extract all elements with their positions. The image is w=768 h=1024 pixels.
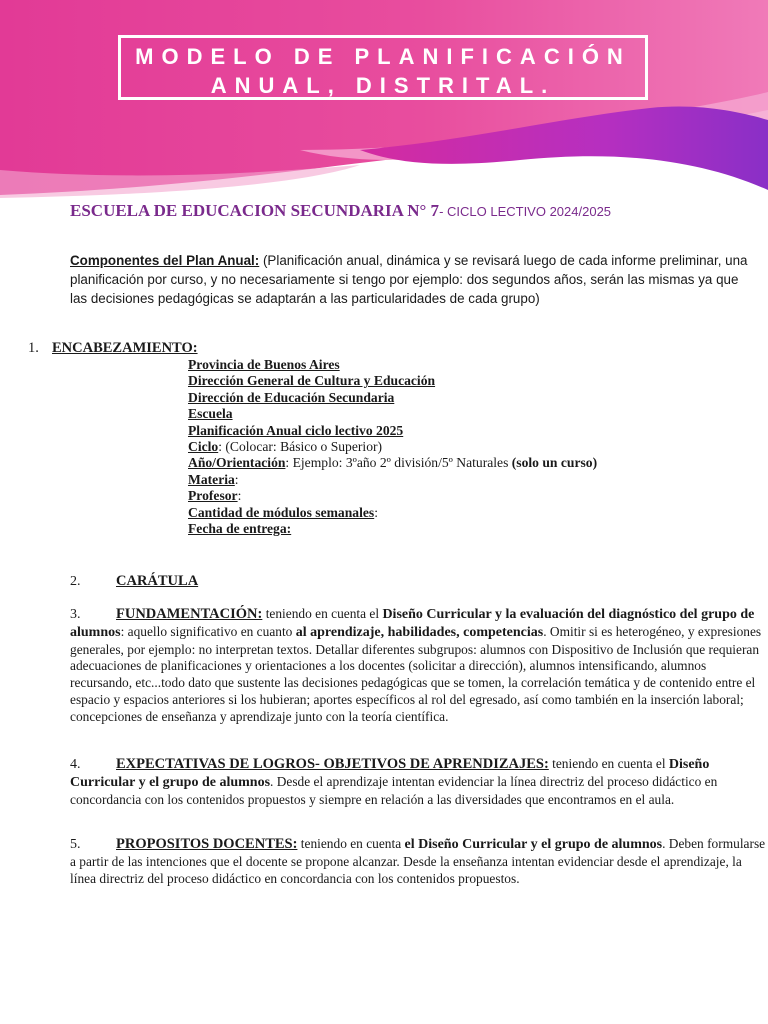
field-materia-value: : (234, 471, 239, 487)
field-planificacion (188, 423, 597, 439)
field-profesor-value: : (237, 488, 242, 504)
field-anio-note: (solo un curso) (511, 455, 598, 471)
field-modulos (188, 505, 597, 521)
field-escuela-label: Escuela (188, 406, 233, 422)
field-fecha-label: Fecha de entrega: (188, 521, 292, 537)
field-provincia-label: Provincia de Buenos Aires (188, 357, 340, 372)
section-number: 3. (70, 607, 81, 622)
section-emphasis: al aprendizaje, habilidades, competencias (295, 624, 544, 640)
header-fields-list (188, 357, 597, 537)
field-provincia (188, 357, 597, 373)
field-direccion-secundaria-label: Dirección de Educación Secundaria (188, 389, 395, 405)
field-escuela (188, 406, 597, 422)
section-number: 2. (70, 574, 81, 589)
section-text: teniendo en cuenta el (548, 756, 669, 771)
section-text: . Deben formularse a partir de las intenciones que el docente se propone alcanzar. Desde la enseñanza intentan evidenciar desde el aprendizaje, la línea directriz del proceso didáctico en concordancia con los contenidos propuestos. (70, 836, 766, 886)
title-line-2: ANUAL, DISTRITAL. (210, 73, 556, 98)
section-expectativas (70, 756, 766, 808)
field-profesor-label: Profesor (188, 488, 238, 504)
section-text: teniendo en cuenta (297, 836, 405, 851)
section-number: 1. (28, 340, 39, 356)
field-planificacion-label: Planificación Anual ciclo lectivo 2025 (188, 422, 404, 438)
field-materia (188, 472, 597, 488)
section-number: 5. (70, 837, 81, 852)
school-cycle: - CICLO LECTIVO 2024/2025 (439, 204, 612, 219)
school-heading (70, 201, 611, 221)
field-anio-value: : Ejemplo: 3ºaño 2º división/5º Naturales (285, 455, 512, 471)
section-caratula (70, 573, 766, 591)
section-text: : aquello significativo en cuanto (120, 623, 296, 639)
section-title: EXPECTATIVAS DE LOGROS- OBJETIVOS DE APRENDIZAJES: (116, 756, 549, 772)
field-direccion-secundaria (188, 390, 597, 406)
components-paragraph (70, 251, 754, 308)
section-fundamentacion (70, 606, 766, 726)
components-label: Componentes del Plan Anual: (70, 253, 260, 268)
section-text: teniendo en cuenta el (262, 606, 383, 621)
section-title: PROPOSITOS DOCENTES: (116, 836, 298, 852)
field-direccion-general-label: Dirección General de Cultura y Educación (188, 373, 436, 389)
field-ciclo (188, 439, 597, 455)
section-text: . Desde el aprendizaje intentan evidenciar la línea directriz del proceso didáctico en concordancia con los contenidos propuestos y siempre en relación a las diversidades que encontramos en el aula. (70, 773, 718, 807)
section-emphasis: el Diseño Curricular y el grupo de alumnos (404, 837, 663, 852)
section-text: . Omitir si es heterogéneo, y expresiones generales, por ejemplo: no interpretan textos. Detallar diferentes subgrupos: alumnos con Dispositivo de Inclusión que requieran adecuaciones de planificaciones y orientaciones a los docentes (solicitar a dirección), alumnos intensificando, alumnos recursando, etc...todo dato que sustente las decisiones pedagógicas que se tomen, la correlación temática y de contenido entre el espacio y espacios anteriores si los hubieran; aportes específicos al rol del egresado, así como también en la inserción laboral; concepciones de enseñanza y aprendizaje junto con la teoría científica. (70, 623, 762, 724)
section-propositos (70, 836, 766, 887)
section-title: CARÁTULA (116, 573, 199, 589)
section-title: FUNDAMENTACIÓN: (116, 606, 263, 622)
field-fecha (188, 521, 597, 537)
section-encabezamiento-heading (28, 340, 198, 357)
field-anio-label: Año/Orientación (188, 455, 286, 471)
field-modulos-label: Cantidad de módulos semanales (188, 504, 375, 520)
school-name: ESCUELA DE EDUCACION SECUNDARIA N° 7 (70, 201, 440, 220)
field-materia-label: Materia (188, 471, 235, 487)
title-line-1: MODELO DE PLANIFICACIÓN (135, 44, 631, 69)
components-text: (Planificación anual, dinámica y se revisará luego de cada informe preliminar, una planificación por curso, y no necesariamente si tengo por ejemplo: dos segundos años, serán las mismas ya que las decisiones pedagógicas se adaptarán a las particularidades de cada grupo) (70, 253, 748, 306)
field-modulos-value: : (374, 504, 378, 520)
section-number: 4. (70, 757, 81, 772)
header-banner (0, 0, 768, 200)
field-anio-orientacion (188, 455, 597, 471)
section-emphasis: Diseño Curricular y la evaluación del diagnóstico del grupo de alumnos (70, 607, 755, 640)
field-ciclo-label: Ciclo (188, 439, 219, 455)
document-title-box (118, 35, 648, 100)
field-ciclo-value: : (Colocar: Básico o Superior) (218, 439, 383, 455)
field-direccion-general (188, 373, 597, 389)
section-title: ENCABEZAMIENTO: (52, 340, 198, 356)
field-profesor (188, 488, 597, 504)
section-emphasis: Diseño Curricular y el grupo de alumnos (70, 757, 710, 790)
